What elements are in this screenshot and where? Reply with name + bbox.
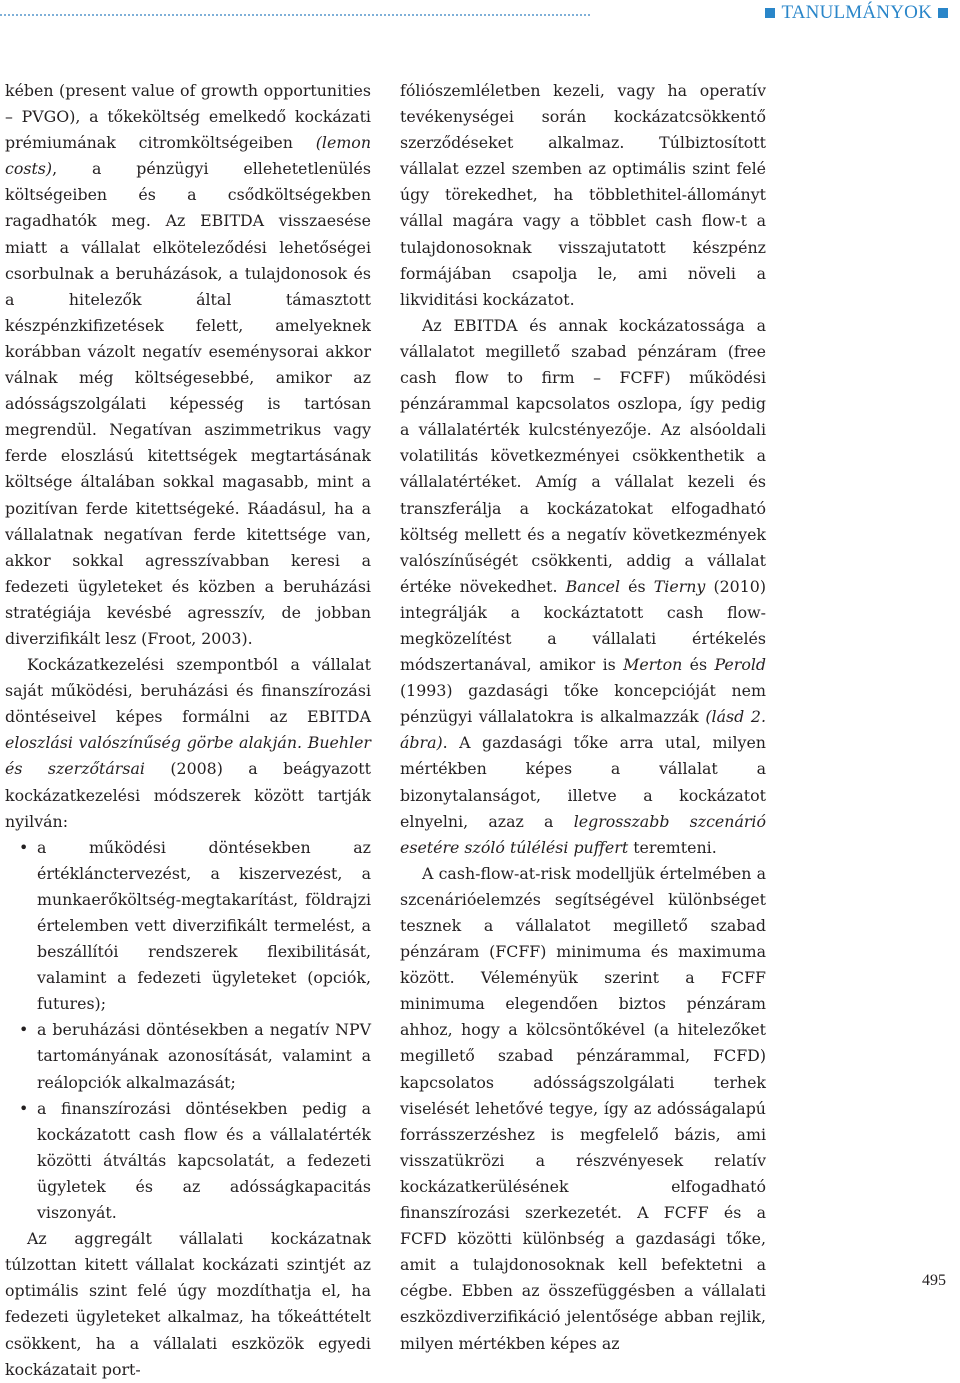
text-run: (2008) a beágyazott kockázatkezelési módszerek között tartják nyilván: bbox=[5, 759, 371, 831]
italic-author: Bancel bbox=[565, 576, 621, 596]
italic-term: eloszlási valószínűség görbe alakján. Buehler és szerzőtársai bbox=[5, 733, 371, 779]
section-header bbox=[765, 2, 948, 24]
italic-author: Merton bbox=[623, 655, 683, 675]
italic-term: (lemon costs) bbox=[5, 133, 371, 179]
paragraph bbox=[400, 313, 766, 861]
text-run: teremteni. bbox=[628, 837, 717, 857]
list-item: • a beruházási döntésekben a negatív NPV tartományának azonosítását, valamint a reálopciók alkalmazását; bbox=[5, 1017, 371, 1095]
text-run: és bbox=[620, 576, 654, 596]
paragraph: fóliószemléletben kezeli, vagy ha operatív tevékenységei során kockázatcsökkentő szerződéseket alkalmaz. Túlbiztosított vállalat ezzel szemben az optimális szint felé úgy törekedhet, ha többlethitel-állományt vállal magára vagy a többlet cash flow-t a tulajdonosoknak visszajutatott készpénz formájában csapolja le, ami növeli a likviditási kockázatot. bbox=[400, 81, 766, 309]
section-title: TANULMÁNYOK bbox=[781, 2, 932, 23]
header-rule bbox=[0, 14, 590, 16]
paragraph: Az aggregált vállalati kockázatnak túlzottan kitett vállalat kockázati szintjét az optimális szint felé úgy mozdíthatja el, ha fedezeti ügyleteket alkalmaz, ha tőkeáttételt csökkent, ha a vállalati eszközök egyedi kockázatait port- bbox=[5, 1229, 371, 1379]
text-run: , a pénzügyi ellehetetlenülés költségeiben és a csődköltségekben ragadhatók meg. Az EBITDA visszaesése miatt a vállalat elköteleződési lehetőségei csorbulnak a beruházások, a tulajdonosok és a hitelezők által támasztott készpénzkifizetések felett, amelyeknek korábban vázolt negatív eseménysorai akkor válnak még költségesebbé, amikor az adósságszolgálati képesség is tartósan megrendül. Negatívan aszimmetrikus vagy ferde eloszlású kitettségek megtartásának költsége általában sokkal magasabb, mint a pozitívan ferde kitettségeké. Ráadásul, ha a vállalatnak negatívan ferde kitettsége van, akkor sokkal agresszívabban keresi a fedezeti ügyleteket és közben a beruházási stratégiája kevésbé agresszív, de jobban diverzifikált lesz (Froot, 2003). bbox=[5, 159, 371, 648]
text-run: (2010) integrálják a kockáztatott cash flow-megközelítést a vállalati értékelés módszertanával, amikor is bbox=[400, 576, 766, 675]
square-bullet-icon bbox=[938, 8, 948, 18]
paragraph bbox=[5, 652, 371, 835]
text-run: (1993) gazdasági tőke koncepcióját nem pénzügyi vállalatokra is alkalmazzák bbox=[400, 681, 766, 727]
left-column bbox=[5, 78, 371, 1383]
paragraph bbox=[5, 78, 371, 652]
figure-reference: (lásd 2. ábra) bbox=[400, 707, 766, 753]
text-run: Az EBITDA és annak kockázatossága a vállalatot megillető szabad pénzáram (free cash flow to firm – FCFF) működési pénzárammal kapcsolatos oszlopa, így pedig a vállalatérték kulcstényezője. Az alsóoldali volatilitás következményei csökkenthetik a vállalatértéket. Amíg a vállalat kezeli és transzferálja a kockázatokat elfogadható költség mellett és a negatív következmények valószínűségét csökkenti, addig a vállalat értéke növekedhet. bbox=[400, 315, 766, 596]
text-run: Kockázatkezelési szempontból a vállalat saját működési, beruházási és finanszírozási döntéseivel képes formálni az EBITDA bbox=[5, 655, 371, 727]
paragraph: A cash-flow-at-risk modelljük értelmében a szcenárióelemzés segítségével különbséget tesznek a vállalatot megillető szabad pénzáram (FCFF) minimuma és maximuma között. Véleményük szerint a FCFF minimuma elegendően biztos pénzáram ahhoz, hogy a kölcsöntőkével (a hitelezőket megillető szabad pénzárammal, FCFD) kapcsolatos adósságszolgálati terhek viselését lehetővé tegye, így az adósságalapú forrásszerzéshez is megfelelő bázis, ami visszatükrözi a részvényesek relatív kockázatkerülésének elfogadható finanszírozási szerkezetét. A FCFF és a FCFD közötti különbség a gazdasági tőke, amit a tulajdonosoknak kell befektetni a cégbe. Ebben az összefüggésben a vállalati eszközdiverzifikáció jelentősége abban rejlik, milyen mértékben képes az bbox=[400, 863, 766, 1353]
italic-author: Perold bbox=[714, 655, 766, 675]
italic-term: legrosszabb szcenárió esetére szóló túlélési puffert bbox=[400, 811, 766, 857]
text-run: . A gazdasági tőke arra utal, milyen mértékben képes a vállalat a bizonytalanságot, illetve a kockázatot elnyelni, azaz a bbox=[400, 733, 766, 831]
text-run: és bbox=[682, 655, 715, 675]
square-bullet-icon bbox=[765, 8, 775, 18]
right-column bbox=[400, 78, 766, 1357]
page-number: 495 bbox=[922, 1272, 946, 1289]
list-item: • a finanszírozási döntésekben pedig a kockázatott cash flow és a vállalatérték közötti átváltás kapcsolatát, a fedezeti ügyletek és az adósságkapacitás viszonyát. bbox=[5, 1096, 371, 1226]
italic-author: Tierny bbox=[653, 576, 706, 596]
text-run: kében (present value of growth opportunities – PVGO), a tőkeköltség emelkedő kockázati prémiumának citromköltségeiben bbox=[5, 81, 371, 153]
list-item: • a működési döntésekben az értéklánctervezést, a kiszervezést, a munkaerőköltség-megtakarítást, földrajzi értelemben vett diverzifikált termelést, a beszállítói rendszerek flexibilitását, valamint a fedezeti ügyleteket (opciók, futures); bbox=[5, 835, 371, 1018]
bullet-list bbox=[5, 835, 371, 1226]
